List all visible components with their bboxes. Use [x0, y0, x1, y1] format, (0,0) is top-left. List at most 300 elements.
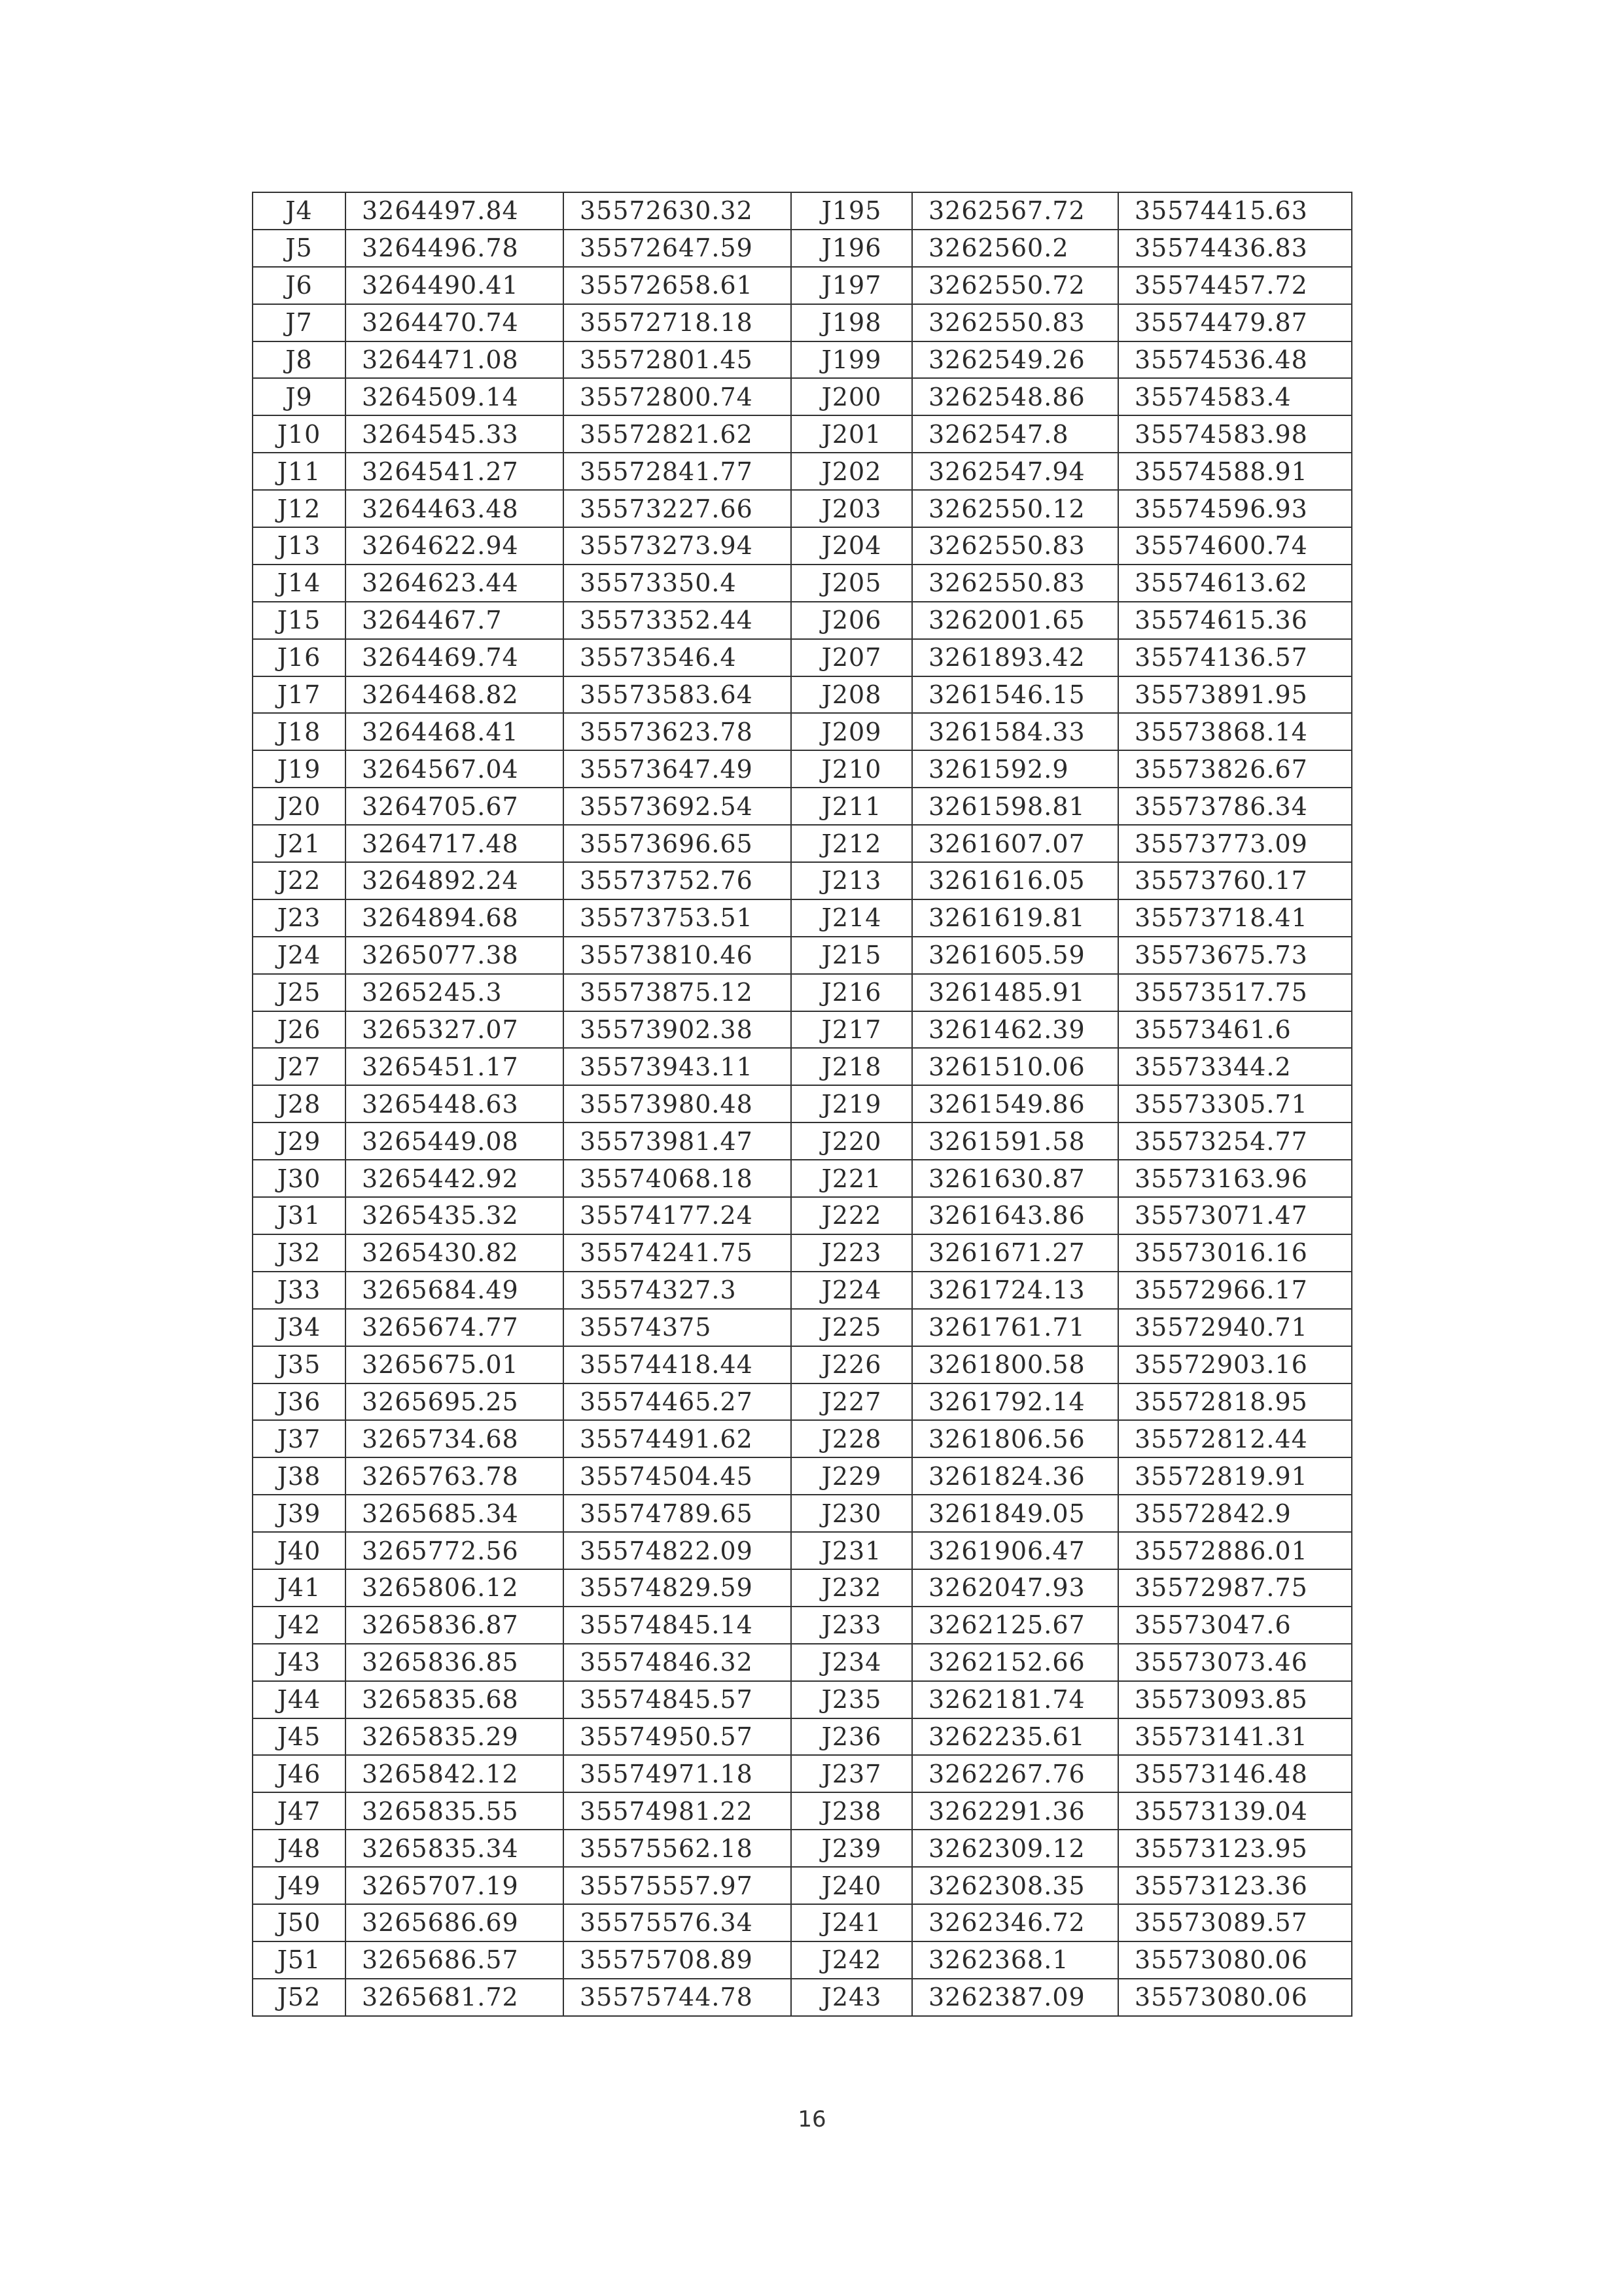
y-coordinate-right: 35574479.87 [1118, 304, 1352, 341]
point-id-right: J223 [791, 1234, 912, 1272]
y-coordinate-left: 35574465.27 [563, 1383, 791, 1421]
point-id-right: J212 [791, 825, 912, 862]
point-id-right: J199 [791, 341, 912, 379]
point-id-left: J15 [253, 602, 345, 639]
x-coordinate-left: 3264623.44 [345, 565, 563, 602]
point-id-right: J232 [791, 1569, 912, 1607]
point-id-right: J213 [791, 862, 912, 899]
table-row [253, 1420, 1352, 1457]
table-row [253, 192, 1352, 230]
table-row [253, 713, 1352, 750]
y-coordinate-left: 35572647.59 [563, 230, 791, 267]
y-coordinate-right: 35574596.93 [1118, 490, 1352, 527]
x-coordinate-right: 3262235.61 [912, 1718, 1118, 1756]
x-coordinate-right: 3262547.8 [912, 415, 1118, 453]
x-coordinate-left: 3264717.48 [345, 825, 563, 862]
x-coordinate-right: 3261485.91 [912, 974, 1118, 1011]
x-coordinate-right: 3261643.86 [912, 1197, 1118, 1234]
x-coordinate-right: 3261584.33 [912, 713, 1118, 750]
y-coordinate-left: 35574418.44 [563, 1346, 791, 1383]
point-id-left: J6 [253, 267, 345, 304]
x-coordinate-right: 3262368.1 [912, 1941, 1118, 1979]
x-coordinate-right: 3262550.83 [912, 565, 1118, 602]
x-coordinate-right: 3262047.93 [912, 1569, 1118, 1607]
x-coordinate-left: 3264490.41 [345, 267, 563, 304]
point-id-left: J45 [253, 1718, 345, 1756]
point-id-left: J37 [253, 1420, 345, 1457]
point-id-left: J27 [253, 1048, 345, 1085]
y-coordinate-right: 35574136.57 [1118, 639, 1352, 676]
y-coordinate-left: 35574845.57 [563, 1681, 791, 1718]
point-id-left: J4 [253, 192, 345, 230]
x-coordinate-left: 3265681.72 [345, 1979, 563, 2016]
x-coordinate-left: 3264467.7 [345, 602, 563, 639]
point-id-left: J26 [253, 1011, 345, 1049]
point-id-left: J28 [253, 1085, 345, 1122]
y-coordinate-right: 35574457.72 [1118, 267, 1352, 304]
point-id-right: J221 [791, 1160, 912, 1197]
point-id-left: J9 [253, 378, 345, 415]
y-coordinate-right: 35574415.63 [1118, 192, 1352, 230]
y-coordinate-left: 35573752.76 [563, 862, 791, 899]
table-row [253, 1309, 1352, 1346]
x-coordinate-left: 3265442.92 [345, 1160, 563, 1197]
point-id-left: J18 [253, 713, 345, 750]
y-coordinate-right: 35573047.6 [1118, 1607, 1352, 1644]
x-coordinate-right: 3261630.87 [912, 1160, 1118, 1197]
y-coordinate-right: 35574600.74 [1118, 527, 1352, 565]
x-coordinate-left: 3265763.78 [345, 1457, 563, 1495]
y-coordinate-left: 35573980.48 [563, 1085, 791, 1122]
x-coordinate-right: 3262548.86 [912, 378, 1118, 415]
point-id-right: J220 [791, 1122, 912, 1160]
table-row [253, 1532, 1352, 1569]
table-row [253, 899, 1352, 937]
y-coordinate-left: 35575562.18 [563, 1830, 791, 1867]
y-coordinate-left: 35572658.61 [563, 267, 791, 304]
point-id-right: J227 [791, 1383, 912, 1421]
x-coordinate-left: 3265449.08 [345, 1122, 563, 1160]
point-id-left: J43 [253, 1644, 345, 1681]
y-coordinate-right: 35573016.16 [1118, 1234, 1352, 1272]
table-row [253, 1085, 1352, 1122]
point-id-right: J233 [791, 1607, 912, 1644]
point-id-left: J14 [253, 565, 345, 602]
y-coordinate-left: 35574846.32 [563, 1644, 791, 1681]
y-coordinate-right: 35573868.14 [1118, 713, 1352, 750]
y-coordinate-right: 35573089.57 [1118, 1904, 1352, 1941]
y-coordinate-right: 35573073.46 [1118, 1644, 1352, 1681]
point-id-left: J22 [253, 862, 345, 899]
x-coordinate-right: 3261598.81 [912, 788, 1118, 825]
y-coordinate-right: 35573760.17 [1118, 862, 1352, 899]
point-id-right: J198 [791, 304, 912, 341]
x-coordinate-left: 3265675.01 [345, 1346, 563, 1383]
table-row [253, 937, 1352, 974]
x-coordinate-right: 3262181.74 [912, 1681, 1118, 1718]
x-coordinate-right: 3261800.58 [912, 1346, 1118, 1383]
y-coordinate-right: 35573675.73 [1118, 937, 1352, 974]
y-coordinate-right: 35573080.06 [1118, 1979, 1352, 2016]
x-coordinate-left: 3264471.08 [345, 341, 563, 379]
table-row [253, 1830, 1352, 1867]
point-id-right: J205 [791, 565, 912, 602]
x-coordinate-left: 3264463.48 [345, 490, 563, 527]
x-coordinate-left: 3264541.27 [345, 453, 563, 490]
y-coordinate-left: 35572630.32 [563, 192, 791, 230]
table-row [253, 639, 1352, 676]
y-coordinate-left: 35574177.24 [563, 1197, 791, 1234]
x-coordinate-left: 3264470.74 [345, 304, 563, 341]
y-coordinate-left: 35573623.78 [563, 713, 791, 750]
x-coordinate-left: 3265695.25 [345, 1383, 563, 1421]
table-row [253, 304, 1352, 341]
y-coordinate-left: 35573227.66 [563, 490, 791, 527]
x-coordinate-left: 3265835.68 [345, 1681, 563, 1718]
x-coordinate-left: 3264892.24 [345, 862, 563, 899]
point-id-right: J203 [791, 490, 912, 527]
point-id-right: J204 [791, 527, 912, 565]
x-coordinate-right: 3261893.42 [912, 639, 1118, 676]
y-coordinate-left: 35574375 [563, 1309, 791, 1346]
table-row [253, 1122, 1352, 1160]
x-coordinate-right: 3262547.94 [912, 453, 1118, 490]
table-row [253, 788, 1352, 825]
x-coordinate-left: 3264894.68 [345, 899, 563, 937]
y-coordinate-left: 35574845.14 [563, 1607, 791, 1644]
x-coordinate-right: 3261549.86 [912, 1085, 1118, 1122]
y-coordinate-left: 35574971.18 [563, 1755, 791, 1792]
point-id-right: J243 [791, 1979, 912, 2016]
x-coordinate-left: 3265806.12 [345, 1569, 563, 1607]
x-coordinate-right: 3262152.66 [912, 1644, 1118, 1681]
point-id-right: J238 [791, 1792, 912, 1830]
table-row [253, 341, 1352, 379]
y-coordinate-right: 35573773.09 [1118, 825, 1352, 862]
y-coordinate-right: 35573071.47 [1118, 1197, 1352, 1234]
table-row [253, 1011, 1352, 1049]
table-row [253, 1755, 1352, 1792]
point-id-left: J36 [253, 1383, 345, 1421]
x-coordinate-right: 3262346.72 [912, 1904, 1118, 1941]
x-coordinate-left: 3265842.12 [345, 1755, 563, 1792]
point-id-right: J225 [791, 1309, 912, 1346]
point-id-left: J17 [253, 676, 345, 714]
x-coordinate-left: 3265435.32 [345, 1197, 563, 1234]
x-coordinate-left: 3265836.85 [345, 1644, 563, 1681]
x-coordinate-left: 3265684.49 [345, 1272, 563, 1309]
y-coordinate-right: 35573891.95 [1118, 676, 1352, 714]
y-coordinate-right: 35574436.83 [1118, 230, 1352, 267]
table-row [253, 1048, 1352, 1085]
x-coordinate-right: 3261724.13 [912, 1272, 1118, 1309]
y-coordinate-left: 35572800.74 [563, 378, 791, 415]
table-row [253, 230, 1352, 267]
point-id-right: J239 [791, 1830, 912, 1867]
x-coordinate-right: 3261849.05 [912, 1495, 1118, 1532]
point-id-left: J46 [253, 1755, 345, 1792]
point-id-right: J207 [791, 639, 912, 676]
point-id-left: J8 [253, 341, 345, 379]
point-id-left: J7 [253, 304, 345, 341]
table-row [253, 415, 1352, 453]
point-id-right: J214 [791, 899, 912, 937]
y-coordinate-right: 35573093.85 [1118, 1681, 1352, 1718]
y-coordinate-left: 35574068.18 [563, 1160, 791, 1197]
point-id-right: J201 [791, 415, 912, 453]
table-row [253, 378, 1352, 415]
x-coordinate-right: 3262550.12 [912, 490, 1118, 527]
point-id-left: J10 [253, 415, 345, 453]
y-coordinate-left: 35575576.34 [563, 1904, 791, 1941]
y-coordinate-right: 35573080.06 [1118, 1941, 1352, 1979]
x-coordinate-left: 3264509.14 [345, 378, 563, 415]
y-coordinate-left: 35574504.45 [563, 1457, 791, 1495]
point-id-left: J42 [253, 1607, 345, 1644]
y-coordinate-right: 35573254.77 [1118, 1122, 1352, 1160]
point-id-left: J12 [253, 490, 345, 527]
point-id-left: J32 [253, 1234, 345, 1272]
y-coordinate-left: 35573647.49 [563, 750, 791, 788]
x-coordinate-left: 3265448.63 [345, 1085, 563, 1122]
page-number: 16 [798, 2106, 826, 2132]
y-coordinate-left: 35574950.57 [563, 1718, 791, 1756]
point-id-right: J228 [791, 1420, 912, 1457]
point-id-left: J30 [253, 1160, 345, 1197]
x-coordinate-right: 3261619.81 [912, 899, 1118, 937]
table-row [253, 825, 1352, 862]
x-coordinate-right: 3262267.76 [912, 1755, 1118, 1792]
table-row [253, 1904, 1352, 1941]
point-id-right: J235 [791, 1681, 912, 1718]
y-coordinate-right: 35572886.01 [1118, 1532, 1352, 1569]
y-coordinate-left: 35573692.54 [563, 788, 791, 825]
x-coordinate-right: 3261761.71 [912, 1309, 1118, 1346]
point-id-right: J231 [791, 1532, 912, 1569]
table-row [253, 1792, 1352, 1830]
table-row [253, 1979, 1352, 2016]
x-coordinate-right: 3262550.72 [912, 267, 1118, 304]
y-coordinate-left: 35572718.18 [563, 304, 791, 341]
table-row [253, 1346, 1352, 1383]
point-id-left: J44 [253, 1681, 345, 1718]
point-id-left: J24 [253, 937, 345, 974]
x-coordinate-right: 3262560.2 [912, 230, 1118, 267]
point-id-left: J38 [253, 1457, 345, 1495]
table-row [253, 1160, 1352, 1197]
y-coordinate-right: 35573461.6 [1118, 1011, 1352, 1049]
table-row [253, 1272, 1352, 1309]
x-coordinate-right: 3261591.58 [912, 1122, 1118, 1160]
y-coordinate-left: 35573902.38 [563, 1011, 791, 1049]
x-coordinate-left: 3265707.19 [345, 1867, 563, 1904]
table-row [253, 1197, 1352, 1234]
y-coordinate-left: 35573352.44 [563, 602, 791, 639]
x-coordinate-right: 3261671.27 [912, 1234, 1118, 1272]
point-id-left: J5 [253, 230, 345, 267]
x-coordinate-left: 3265451.17 [345, 1048, 563, 1085]
x-coordinate-left: 3264567.04 [345, 750, 563, 788]
table-row [253, 565, 1352, 602]
table-row [253, 527, 1352, 565]
x-coordinate-right: 3262291.36 [912, 1792, 1118, 1830]
point-id-left: J47 [253, 1792, 345, 1830]
table-row [253, 453, 1352, 490]
y-coordinate-right: 35574583.98 [1118, 415, 1352, 453]
x-coordinate-right: 3262567.72 [912, 192, 1118, 230]
point-id-right: J230 [791, 1495, 912, 1532]
y-coordinate-right: 35572903.16 [1118, 1346, 1352, 1383]
coordinate-table-body [253, 192, 1352, 2016]
point-id-left: J20 [253, 788, 345, 825]
point-id-left: J16 [253, 639, 345, 676]
y-coordinate-right: 35572812.44 [1118, 1420, 1352, 1457]
x-coordinate-right: 3262001.65 [912, 602, 1118, 639]
table-row [253, 602, 1352, 639]
y-coordinate-left: 35573943.11 [563, 1048, 791, 1085]
table-row [253, 490, 1352, 527]
y-coordinate-left: 35572841.77 [563, 453, 791, 490]
x-coordinate-left: 3265686.69 [345, 1904, 563, 1941]
point-id-right: J202 [791, 453, 912, 490]
x-coordinate-left: 3264468.82 [345, 676, 563, 714]
point-id-right: J196 [791, 230, 912, 267]
y-coordinate-right: 35573163.96 [1118, 1160, 1352, 1197]
x-coordinate-right: 3261607.07 [912, 825, 1118, 862]
point-id-left: J52 [253, 1979, 345, 2016]
point-id-right: J210 [791, 750, 912, 788]
x-coordinate-right: 3261510.06 [912, 1048, 1118, 1085]
x-coordinate-left: 3265685.34 [345, 1495, 563, 1532]
point-id-left: J41 [253, 1569, 345, 1607]
x-coordinate-right: 3262125.67 [912, 1607, 1118, 1644]
point-id-right: J242 [791, 1941, 912, 1979]
point-id-left: J40 [253, 1532, 345, 1569]
y-coordinate-right: 35572940.71 [1118, 1309, 1352, 1346]
y-coordinate-left: 35574981.22 [563, 1792, 791, 1830]
x-coordinate-right: 3262549.26 [912, 341, 1118, 379]
point-id-left: J25 [253, 974, 345, 1011]
x-coordinate-left: 3264496.78 [345, 230, 563, 267]
x-coordinate-left: 3265835.29 [345, 1718, 563, 1756]
x-coordinate-right: 3262309.12 [912, 1830, 1118, 1867]
y-coordinate-left: 35573350.4 [563, 565, 791, 602]
point-id-left: J13 [253, 527, 345, 565]
y-coordinate-right: 35572818.95 [1118, 1383, 1352, 1421]
y-coordinate-left: 35574789.65 [563, 1495, 791, 1532]
y-coordinate-right: 35573141.31 [1118, 1718, 1352, 1756]
x-coordinate-left: 3265430.82 [345, 1234, 563, 1272]
point-id-right: J209 [791, 713, 912, 750]
y-coordinate-left: 35575708.89 [563, 1941, 791, 1979]
y-coordinate-right: 35573123.95 [1118, 1830, 1352, 1867]
x-coordinate-right: 3262308.35 [912, 1867, 1118, 1904]
y-coordinate-right: 35574613.62 [1118, 565, 1352, 602]
y-coordinate-right: 35573517.75 [1118, 974, 1352, 1011]
point-id-right: J218 [791, 1048, 912, 1085]
point-id-right: J236 [791, 1718, 912, 1756]
y-coordinate-left: 35572801.45 [563, 341, 791, 379]
y-coordinate-left: 35574491.62 [563, 1420, 791, 1457]
y-coordinate-right: 35574588.91 [1118, 453, 1352, 490]
y-coordinate-right: 35572842.9 [1118, 1495, 1352, 1532]
x-coordinate-left: 3265674.77 [345, 1309, 563, 1346]
y-coordinate-right: 35573123.36 [1118, 1867, 1352, 1904]
table-row [253, 1681, 1352, 1718]
x-coordinate-left: 3265836.87 [345, 1607, 563, 1644]
point-id-right: J217 [791, 1011, 912, 1049]
point-id-right: J224 [791, 1272, 912, 1309]
y-coordinate-right: 35572819.91 [1118, 1457, 1352, 1495]
y-coordinate-left: 35574822.09 [563, 1532, 791, 1569]
table-row [253, 1941, 1352, 1979]
y-coordinate-right: 35574583.4 [1118, 378, 1352, 415]
y-coordinate-right: 35573786.34 [1118, 788, 1352, 825]
point-id-left: J39 [253, 1495, 345, 1532]
y-coordinate-left: 35573546.4 [563, 639, 791, 676]
table-row [253, 1383, 1352, 1421]
x-coordinate-right: 3261906.47 [912, 1532, 1118, 1569]
table-row [253, 862, 1352, 899]
y-coordinate-right: 35574536.48 [1118, 341, 1352, 379]
point-id-right: J195 [791, 192, 912, 230]
x-coordinate-left: 3265327.07 [345, 1011, 563, 1049]
point-id-left: J11 [253, 453, 345, 490]
x-coordinate-left: 3264545.33 [345, 415, 563, 453]
x-coordinate-left: 3265835.34 [345, 1830, 563, 1867]
x-coordinate-left: 3265835.55 [345, 1792, 563, 1830]
x-coordinate-right: 3261546.15 [912, 676, 1118, 714]
y-coordinate-left: 35573875.12 [563, 974, 791, 1011]
table-row [253, 1457, 1352, 1495]
point-id-left: J29 [253, 1122, 345, 1160]
point-id-right: J216 [791, 974, 912, 1011]
y-coordinate-left: 35573810.46 [563, 937, 791, 974]
y-coordinate-right: 35573139.04 [1118, 1792, 1352, 1830]
x-coordinate-right: 3261592.9 [912, 750, 1118, 788]
table-row [253, 1718, 1352, 1756]
table-row [253, 1234, 1352, 1272]
table-row [253, 1569, 1352, 1607]
y-coordinate-right: 35573305.71 [1118, 1085, 1352, 1122]
point-id-left: J48 [253, 1830, 345, 1867]
y-coordinate-right: 35573718.41 [1118, 899, 1352, 937]
x-coordinate-left: 3265077.38 [345, 937, 563, 974]
point-id-right: J200 [791, 378, 912, 415]
y-coordinate-left: 35575744.78 [563, 1979, 791, 2016]
x-coordinate-left: 3264622.94 [345, 527, 563, 565]
y-coordinate-right: 35573344.2 [1118, 1048, 1352, 1085]
y-coordinate-right: 35573826.67 [1118, 750, 1352, 788]
y-coordinate-left: 35573583.64 [563, 676, 791, 714]
point-id-left: J21 [253, 825, 345, 862]
point-id-right: J211 [791, 788, 912, 825]
x-coordinate-left: 3264705.67 [345, 788, 563, 825]
point-id-left: J34 [253, 1309, 345, 1346]
point-id-right: J241 [791, 1904, 912, 1941]
x-coordinate-left: 3264468.41 [345, 713, 563, 750]
x-coordinate-right: 3262550.83 [912, 527, 1118, 565]
point-id-right: J219 [791, 1085, 912, 1122]
y-coordinate-left: 35574829.59 [563, 1569, 791, 1607]
point-id-right: J237 [791, 1755, 912, 1792]
x-coordinate-right: 3261462.39 [912, 1011, 1118, 1049]
table-row [253, 676, 1352, 714]
table-row [253, 267, 1352, 304]
x-coordinate-left: 3265686.57 [345, 1941, 563, 1979]
point-id-left: J31 [253, 1197, 345, 1234]
point-id-right: J208 [791, 676, 912, 714]
